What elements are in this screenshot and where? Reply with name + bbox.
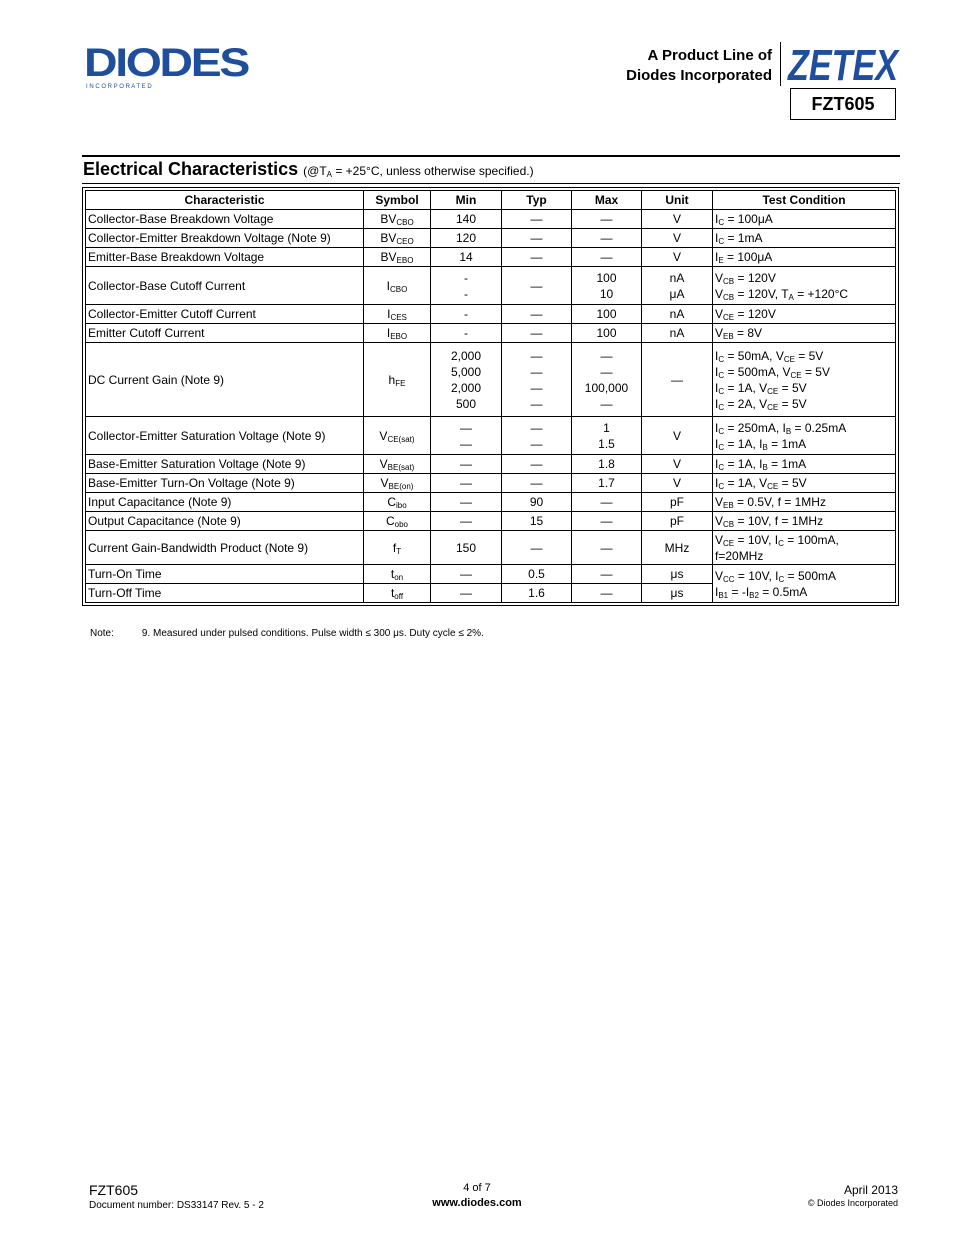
column-header: Characteristic [86, 191, 364, 210]
footer-page-number: 4 of 7 [463, 1182, 491, 1194]
unit-cell: nA [642, 324, 713, 343]
footer-part-number: FZT605 [89, 1182, 139, 1198]
typ-cell: — [502, 229, 572, 248]
min-cell: - [431, 305, 502, 324]
max-cell: 1.8 [572, 455, 642, 474]
min-cell: 14 [431, 248, 502, 267]
part-number-box: FZT605 [790, 88, 896, 120]
typ-cell: 90 [502, 493, 572, 512]
test-condition-cell: $V_{CC} = 10V$, $I_C = 500mA$ $I_{B1} = -I_{B2} = 0.5mA$ [713, 565, 896, 603]
table-row [86, 343, 896, 417]
typ-cell: — [502, 248, 572, 267]
min-cell: - [431, 324, 502, 343]
characteristic-cell: Turn-Off Time [86, 584, 364, 603]
unit-cell: V [642, 210, 713, 229]
min-cell: — [431, 584, 502, 603]
symbol-cell: $C_{ibo}$ [364, 493, 431, 512]
column-header: Min [431, 191, 502, 210]
unit-cell: V [642, 455, 713, 474]
characteristic-cell: Collector-Emitter Saturation Voltage (Note 9) [86, 417, 364, 455]
table-row [86, 493, 896, 512]
max-cell: 1 1.5 [572, 417, 642, 455]
typ-cell: 15 [502, 512, 572, 531]
table-row [86, 531, 896, 565]
table-header-row [86, 191, 896, 210]
min-cell: - - [431, 267, 502, 305]
column-header: Symbol [364, 191, 431, 210]
test-condition-cell: $I_C = 1A$, $V_{CE} = 5V$ [713, 474, 896, 493]
section-title-text: Electrical Characteristics [83, 159, 299, 179]
table-body [86, 210, 896, 603]
typ-cell: — [502, 324, 572, 343]
max-cell: 100 [572, 324, 642, 343]
max-cell: — [572, 248, 642, 267]
footer-website-link[interactable]: www.diodes.com [432, 1197, 522, 1209]
characteristic-cell: Input Capacitance (Note 9) [86, 493, 364, 512]
symbol-cell: $V_{CE(sat)}$ [364, 417, 431, 455]
characteristic-cell: Collector-Emitter Breakdown Voltage (Note 9) [86, 229, 364, 248]
max-cell: 100 10 [572, 267, 642, 305]
symbol-cell: $C_{obo}$ [364, 512, 431, 531]
typ-cell: — — [502, 417, 572, 455]
min-cell: — [431, 565, 502, 584]
symbol-cell: $I_{CBO}$ [364, 267, 431, 305]
table-row [86, 512, 896, 531]
symbol-cell: $f_T$ [364, 531, 431, 565]
unit-cell: nA [642, 305, 713, 324]
symbol-cell: $BV_{CBO}$ [364, 210, 431, 229]
symbol-cell: $t_{off}$ [364, 584, 431, 603]
typ-cell: — [502, 267, 572, 305]
note-label: Note: [90, 628, 114, 639]
test-condition-cell: $V_{EB} = 0.5V$, f = 1MHz [713, 493, 896, 512]
typ-cell: 1.6 [502, 584, 572, 603]
column-header: Test Condition [713, 191, 896, 210]
symbol-cell: $t_{on}$ [364, 565, 431, 584]
max-cell: — [572, 210, 642, 229]
test-condition-cell: $V_{EB} = 8V$ [713, 324, 896, 343]
unit-cell: pF [642, 512, 713, 531]
section-rule [82, 183, 900, 184]
typ-cell: — [502, 305, 572, 324]
zetex-logo [786, 38, 901, 90]
unit-cell: V [642, 229, 713, 248]
table-row [86, 324, 896, 343]
product-line-1: A Product Line of [647, 47, 772, 64]
test-condition-cell: $V_{CE} = 120V$ [713, 305, 896, 324]
diodes-logo-subtext: I N C O R P O R A T E D [86, 84, 152, 90]
unit-cell: — [642, 343, 713, 417]
symbol-cell: $h_{FE}$ [364, 343, 431, 417]
zetex-logo-text: ZETEX [786, 41, 901, 90]
typ-cell: — [502, 531, 572, 565]
unit-cell: V [642, 248, 713, 267]
test-condition-cell: $V_{CE} = 10V$, $I_C = 100mA$, f=20MHz [713, 531, 896, 565]
footer-date: April 2013 [843, 1183, 898, 1197]
max-cell: 100 [572, 305, 642, 324]
min-cell: — [431, 512, 502, 531]
test-condition-cell: $I_C = 1mA$ [713, 229, 896, 248]
table-note [90, 628, 484, 639]
unit-cell: μs [642, 584, 713, 603]
min-cell: 2,000 5,000 2,000 500 [431, 343, 502, 417]
min-cell: — — [431, 417, 502, 455]
electrical-characteristics-table [82, 187, 899, 606]
diodes-logo [84, 42, 254, 90]
max-cell: — [572, 229, 642, 248]
characteristic-cell: Collector-Base Cutoff Current [86, 267, 364, 305]
characteristic-cell: DC Current Gain (Note 9) [86, 343, 364, 417]
characteristic-cell: Collector-Base Breakdown Voltage [86, 210, 364, 229]
section-condition: ($@T_A = +25^\circ C$, unless otherwise specified.) [303, 164, 534, 179]
typ-cell: — [502, 474, 572, 493]
unit-cell: MHz [642, 531, 713, 565]
characteristic-cell: Current Gain-Bandwidth Product (Note 9) [86, 531, 364, 565]
test-condition-cell: $I_C = 1A$, $I_B = 1mA$ [713, 455, 896, 474]
typ-cell: — — — — [502, 343, 572, 417]
symbol-cell: $V_{BE(on)}$ [364, 474, 431, 493]
footer-document-number: Document number: DS33147 Rev. 5 - 2 [89, 1200, 264, 1211]
table-row [86, 210, 896, 229]
column-header: Max [572, 191, 642, 210]
max-cell: 1.7 [572, 474, 642, 493]
footer-copyright: © Diodes Incorporated [807, 1198, 898, 1208]
characteristic-cell: Output Capacitance (Note 9) [86, 512, 364, 531]
header-divider [780, 42, 781, 86]
max-cell: — [572, 565, 642, 584]
symbol-cell: $BV_{EBO}$ [364, 248, 431, 267]
column-header: Unit [642, 191, 713, 210]
symbol-cell: $I_{CES}$ [364, 305, 431, 324]
min-cell: 140 [431, 210, 502, 229]
characteristic-cell: Turn-On Time [86, 565, 364, 584]
note-text: 9. Measured under pulsed conditions. Pulse width ≤ 300 μs. Duty cycle ≤ 2%. [141, 628, 484, 639]
test-condition-cell: $I_C = 100\mu A$ [713, 210, 896, 229]
product-line-2: Diodes Incorporated [626, 67, 772, 84]
max-cell: — — 100,000 — [572, 343, 642, 417]
typ-cell: — [502, 210, 572, 229]
table-row [86, 455, 896, 474]
max-cell: — [572, 512, 642, 531]
unit-cell: V [642, 474, 713, 493]
typ-cell: — [502, 455, 572, 474]
unit-cell: nA μA [642, 267, 713, 305]
unit-cell: μs [642, 565, 713, 584]
characteristic-cell: Base-Emitter Saturation Voltage (Note 9) [86, 455, 364, 474]
column-header: Typ [502, 191, 572, 210]
test-condition-cell: $V_{CB} = 120V$ $V_{CB} = 120V$, $T_A = +120^\circ C$ [713, 267, 896, 305]
symbol-cell: $I_{EBO}$ [364, 324, 431, 343]
unit-cell: V [642, 417, 713, 455]
table-row [86, 565, 896, 584]
table-row [86, 417, 896, 455]
characteristic-cell: Collector-Emitter Cutoff Current [86, 305, 364, 324]
unit-cell: pF [642, 493, 713, 512]
characteristic-cell: Emitter-Base Breakdown Voltage [86, 248, 364, 267]
symbol-cell: $BV_{CEO}$ [364, 229, 431, 248]
test-condition-cell: $I_C = 250mA$, $I_B = 0.25mA$ $I_C = 1A$, $I_B = 1mA$ [713, 417, 896, 455]
max-cell: — [572, 531, 642, 565]
typ-cell: 0.5 [502, 565, 572, 584]
diodes-logo-text: DIODES [84, 41, 250, 85]
min-cell: — [431, 474, 502, 493]
table-row [86, 474, 896, 493]
product-line [542, 46, 772, 86]
characteristic-cell: Emitter Cutoff Current [86, 324, 364, 343]
max-cell: — [572, 584, 642, 603]
min-cell: 150 [431, 531, 502, 565]
test-condition-cell: $I_E = 100\mu A$ [713, 248, 896, 267]
table-row [86, 305, 896, 324]
min-cell: 120 [431, 229, 502, 248]
test-condition-cell: $V_{CB} = 10V$, f = 1MHz [713, 512, 896, 531]
min-cell: — [431, 493, 502, 512]
test-condition-cell: $I_C = 50mA$, $V_{CE} = 5V$ $I_C = 500mA$, $V_{CE} = 5V$ $I_C = 1A$, $V_{CE} = 5V$ $I_C = 2A$, $V_{CE} = 5V$ [713, 343, 896, 417]
characteristic-cell: Base-Emitter Turn-On Voltage (Note 9) [86, 474, 364, 493]
table-row [86, 267, 896, 305]
min-cell: — [431, 455, 502, 474]
table-row [86, 248, 896, 267]
symbol-cell: $V_{BE(sat)}$ [364, 455, 431, 474]
header-rule [82, 155, 900, 157]
max-cell: — [572, 493, 642, 512]
table-row [86, 229, 896, 248]
section-title [83, 159, 534, 180]
